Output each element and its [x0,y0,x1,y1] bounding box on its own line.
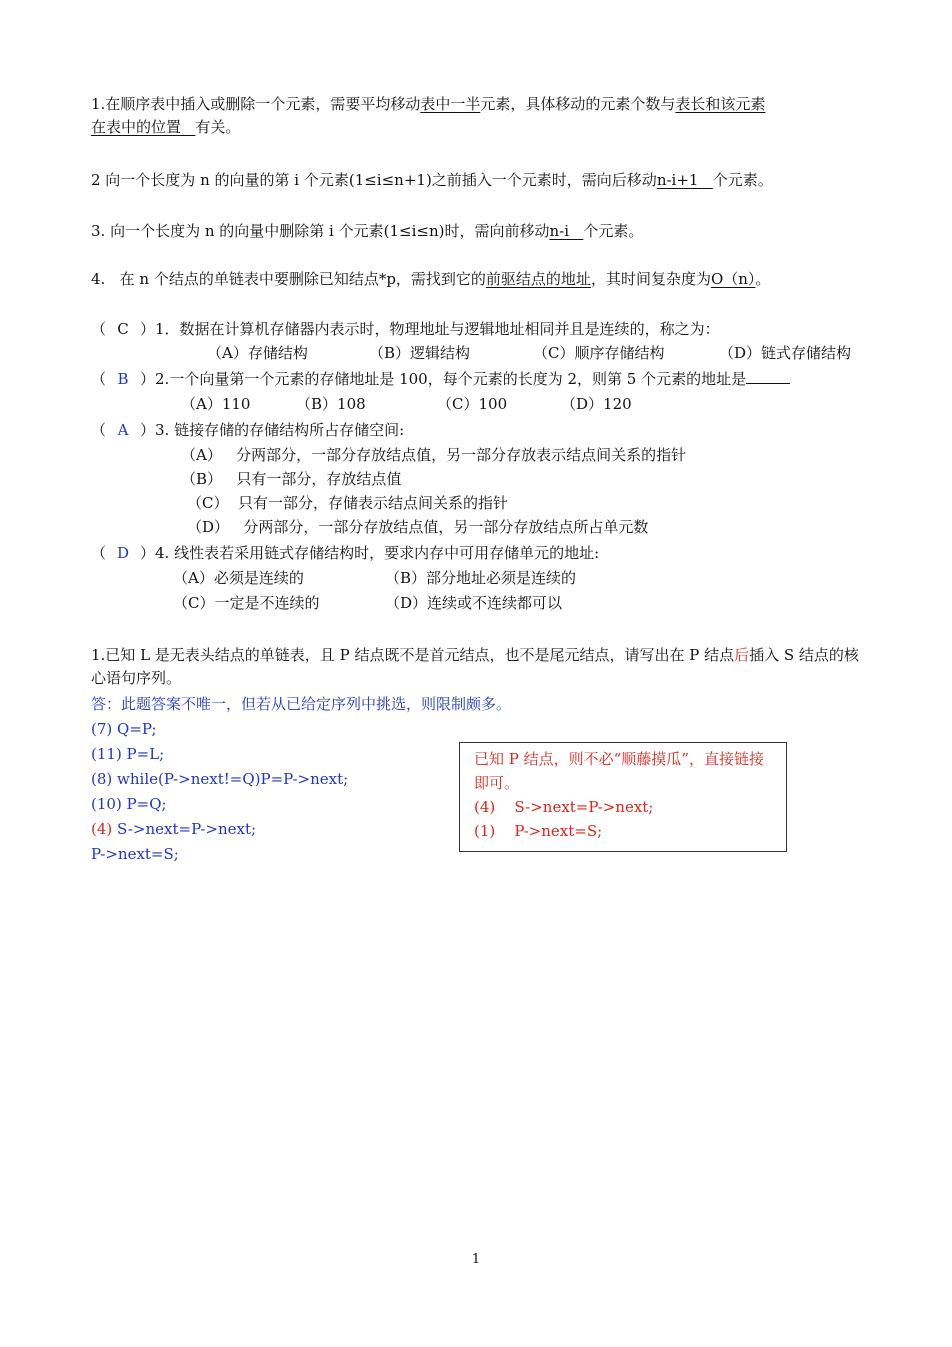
choice-question-3: （ A ）3. 链接存储的存储结构所占存储空间: [91,421,405,439]
choice-2-answer: B [117,370,129,388]
note-text: 已知 P 结点，则不必“顺藤摸瓜”，直接链接即可。 [474,750,764,792]
note-line-2: (1) P->next=S; [474,822,603,840]
choice-2-option-d: （D）120 [561,395,632,413]
q2-answer: n-i+1 [656,171,699,189]
choice-1-option-c: （C）顺序存储结构 [533,344,665,362]
choice-2-blank [746,369,790,384]
choice-1-text: ）1．数据在计算机存储器内表示时，物理地址与逻辑地址相同并且是连续的，称之为： [140,320,720,338]
choice-4-option-c: （C）一定是不连续的 [173,594,320,612]
choice-2-option-b: （B）108 [296,395,366,413]
q1-answer-gap [181,118,195,136]
choice-2-option-c: （C）100 [437,395,508,413]
q4-answer-2: O（n） [710,270,756,288]
note-box [459,742,787,852]
choice-3-option-c: （C） 只有一部分，存储表示结点间关系的指针 [187,494,509,512]
fill-question-3 [91,220,866,243]
q1-answer-2b: 在表中的位置 [91,118,182,136]
fill-question-4 [91,268,866,291]
code-line-3: (8) while(P->next!=Q)P=P->next; [91,770,349,788]
program-question: 1.已知 L 是无表头结点的单链表，且 P 结点既不是首元结点，也不是尾元结点，请写出在 P 结点后插入 S 结点的核心语句序列。 [91,646,859,687]
q4-text-a: 4. 在 n 个结点的单链表中要删除已知结点*p，需找到它的 [91,270,486,288]
q3-answer: n-i [549,222,569,240]
program-question-highlight: 后 [734,646,750,664]
choice-3-option-b: （B） 只有一部分，存放结点值 [181,470,402,488]
choice-4-option-a: （A）必须是连续的 [173,569,304,587]
choice-3-option-a: （A） 分两部分，一部分存放结点值，另一部分存放表示结点间关系的指针 [181,446,687,464]
q4-text-b: ，其时间复杂度为 [590,270,711,288]
choice-3-answer: A [117,421,129,439]
q2-text-a: 2 向一个长度为 n 的向量的第 i 个元素(1≤i≤n+1)之前插入一个元素时，需向后移动 [91,171,657,189]
choice-question-1: （ C ）1．数据在计算机存储器内表示时，物理地址与逻辑地址相同并且是连续的，称之为： [91,320,720,338]
choice-question-4: （ D ）4. 线性表若采用链式存储结构时，要求内存中可用存储单元的地址: [91,544,600,562]
choice-4-answer: D [117,544,130,562]
q4-text-c: 。 [755,270,771,288]
q1-answer-1: 表中一半 [420,95,481,113]
code-line-1: (7) Q=P; [91,720,157,738]
fill-question-1 [91,93,866,139]
choice-2-text: ）2.一个向量第一个元素的存储地址是 100，每个元素的长度为 2，则第 5 个元素的地址是 [140,370,747,388]
choice-1-option-d: （D）链式存储结构 [719,344,852,362]
choice-4-option-d: （D）连续或不连续都可以 [385,594,563,612]
q2-text-b: 个元素。 [712,171,773,189]
code-line-6: P->next=S; [91,845,179,863]
q1-answer-2a: 表长和该元素 [675,95,766,113]
program-answer-note: 答：此题答案不唯一，但若从已给定序列中挑选，则限制颇多。 [91,695,512,713]
code-line-4: (10) P=Q; [91,795,167,813]
choice-1-answer: C [117,320,129,338]
note-line-1: (4) S->next=P->next; [474,798,654,816]
choice-2-option-a: （A）110 [181,395,251,413]
choice-1-option-a: （A）存储结构 [207,344,308,362]
choice-4-text: ）4. 线性表若采用链式存储结构时，要求内存中可用存储单元的地址: [140,544,600,562]
q4-answer-1: 前驱结点的地址 [485,270,591,288]
page-number: 1 [471,1252,481,1267]
choice-3-option-d: （D） 分两部分，一部分存放结点值，另一部分存放结点所占单元数 [187,518,649,536]
q1-text-b: 元素，具体移动的元素个数与 [480,95,676,113]
q3-text-a: 3. 向一个长度为 n 的向量中删除第 i 个元素(1≤i≤n)时，需向前移动 [91,222,550,240]
fill-question-2 [91,169,866,192]
code-line-2: (11) P=L; [91,745,165,763]
q1-text-c: 有关。 [195,118,241,136]
choice-question-2: （ B ）2.一个向量第一个元素的存储地址是 100，每个元素的长度为 2，则第 5 个元素的地址是 [91,368,790,390]
choice-4-option-b: （B）部分地址必须是连续的 [385,569,577,587]
choice-1-option-b: （B）逻辑结构 [369,344,471,362]
choice-3-text: ）3. 链接存储的存储结构所占存储空间: [140,421,405,439]
q3-text-b: 个元素。 [583,222,644,240]
code-line-5: (4) S->next=P->next; [91,820,257,838]
q1-text-a: 1.在顺序表中插入或删除一个元素，需要平均移动 [91,95,421,113]
